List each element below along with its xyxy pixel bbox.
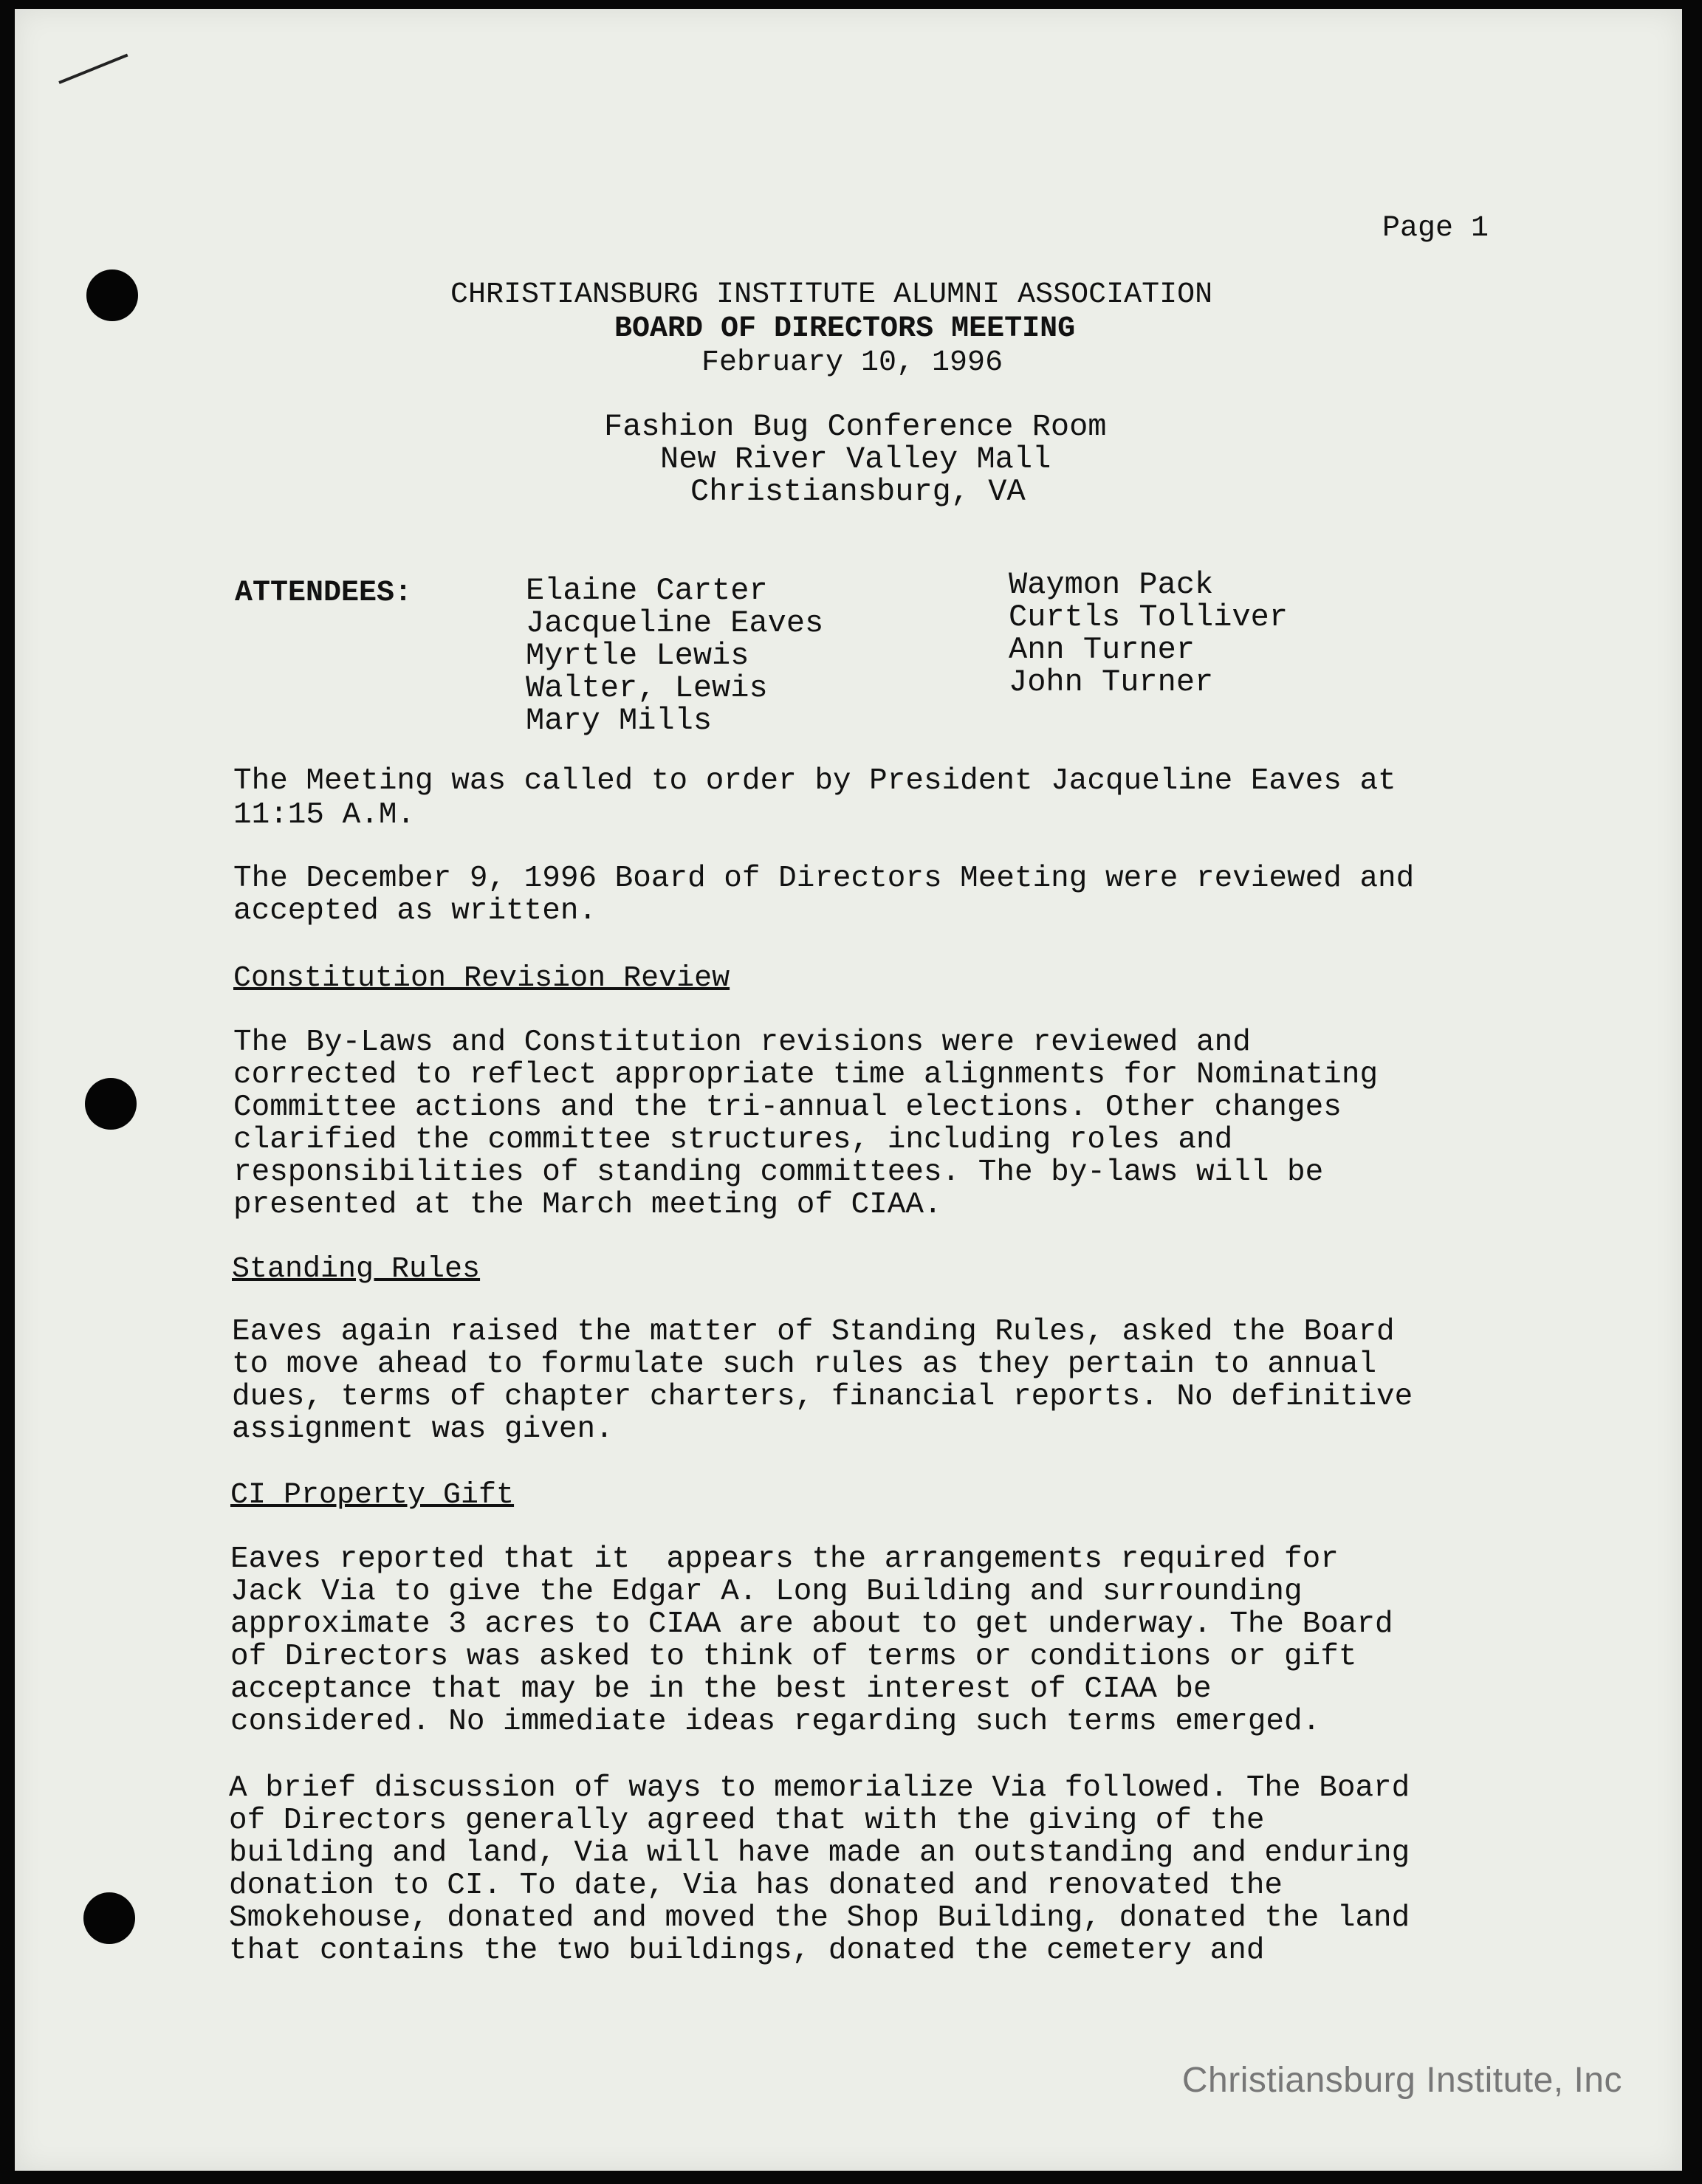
body-line: clarified the committee structures, including roles and	[233, 1123, 1233, 1157]
body-line: Eaves reported that it appears the arrangements required for	[230, 1542, 1339, 1576]
body-line: The By-Laws and Constitution revisions were reviewed and	[233, 1026, 1251, 1060]
location-room: Fashion Bug Conference Room	[604, 409, 1107, 444]
attendee: Walter, Lewis	[526, 670, 768, 706]
body-line: building and land, Via will have made an outstanding and enduring	[229, 1836, 1410, 1870]
meeting-title: BOARD OF DIRECTORS MEETING	[614, 312, 1076, 346]
attendee: Elaine Carter	[526, 573, 768, 608]
body-line: Jack Via to give the Edgar A. Long Building and surrounding	[230, 1575, 1303, 1609]
location-mall: New River Valley Mall	[660, 442, 1051, 477]
binder-hole-top	[86, 269, 138, 321]
attendee: John Turner	[1009, 665, 1214, 700]
attendee: Jacqueline Eaves	[526, 605, 824, 641]
body-line: that contains the two buildings, donated the cemetery and	[229, 1934, 1265, 1968]
section-heading-constitution: Constitution Revision Review	[233, 962, 730, 995]
body-line: dues, terms of chapter charters, financial reports. No definitive	[232, 1380, 1413, 1414]
minutes-review-line: The December 9, 1996 Board of Directors Meeting were reviewed and	[233, 862, 1415, 896]
body-line: Smokehouse, donated and moved the Shop Building, donated the land	[229, 1901, 1410, 1935]
org-title: CHRISTIANSBURG INSTITUTE ALUMNI ASSOCIATION	[450, 278, 1213, 312]
body-line: approximate 3 acres to CIAA are about to get underway. The Board	[230, 1607, 1393, 1641]
attendee: Myrtle Lewis	[526, 638, 749, 673]
body-line: A brief discussion of ways to memorialize Via followed. The Board	[229, 1771, 1410, 1805]
section-heading-property-gift: CI Property Gift	[230, 1479, 515, 1512]
body-line: Eaves again raised the matter of Standing Rules, asked the Board	[232, 1315, 1395, 1349]
body-line: considered. No immediate ideas regarding such terms emerged.	[230, 1705, 1321, 1739]
binder-hole-bottom	[83, 1892, 135, 1944]
body-line: assignment was given.	[232, 1412, 614, 1446]
body-line: responsibilities of standing committees. The by-laws will be	[233, 1155, 1324, 1189]
body-line: of Directors generally agreed that with the giving of the	[229, 1804, 1265, 1838]
watermark: Christiansburg Institute, Inc	[1181, 2061, 1622, 2100]
binder-hole-middle	[85, 1078, 137, 1130]
minutes-review-line: accepted as written.	[233, 894, 597, 928]
attendees-label: ATTENDEES:	[235, 577, 413, 610]
body-line: donation to CI. To date, Via has donated and renovated the	[229, 1869, 1283, 1903]
attendee: Mary Mills	[526, 703, 713, 738]
body-line: of Directors was asked to think of terms or conditions or gift	[230, 1640, 1357, 1674]
body-line: to move ahead to formulate such rules as they pertain to annual	[232, 1347, 1377, 1381]
body-line: corrected to reflect appropriate time alignments for Nominating	[233, 1058, 1379, 1092]
attendee: Curtls Tolliver	[1009, 600, 1288, 635]
body-line: presented at the March meeting of CIAA.	[233, 1188, 942, 1222]
attendee: Ann Turner	[1009, 632, 1195, 667]
call-to-order-line: The Meeting was called to order by President Jacqueline Eaves at	[233, 764, 1396, 798]
location-city: Christiansburg, VA	[690, 474, 1026, 509]
body-line: Committee actions and the tri-annual elections. Other changes	[233, 1091, 1342, 1124]
meeting-date: February 10, 1996	[701, 346, 1003, 380]
page-number: Page 1	[1382, 212, 1489, 245]
call-to-order-line: 11:15 A.M.	[233, 798, 416, 832]
body-line: acceptance that may be in the best interest of CIAA be	[230, 1672, 1212, 1706]
attendee: Waymon Pack	[1009, 567, 1214, 602]
section-heading-standing-rules: Standing Rules	[232, 1253, 481, 1286]
